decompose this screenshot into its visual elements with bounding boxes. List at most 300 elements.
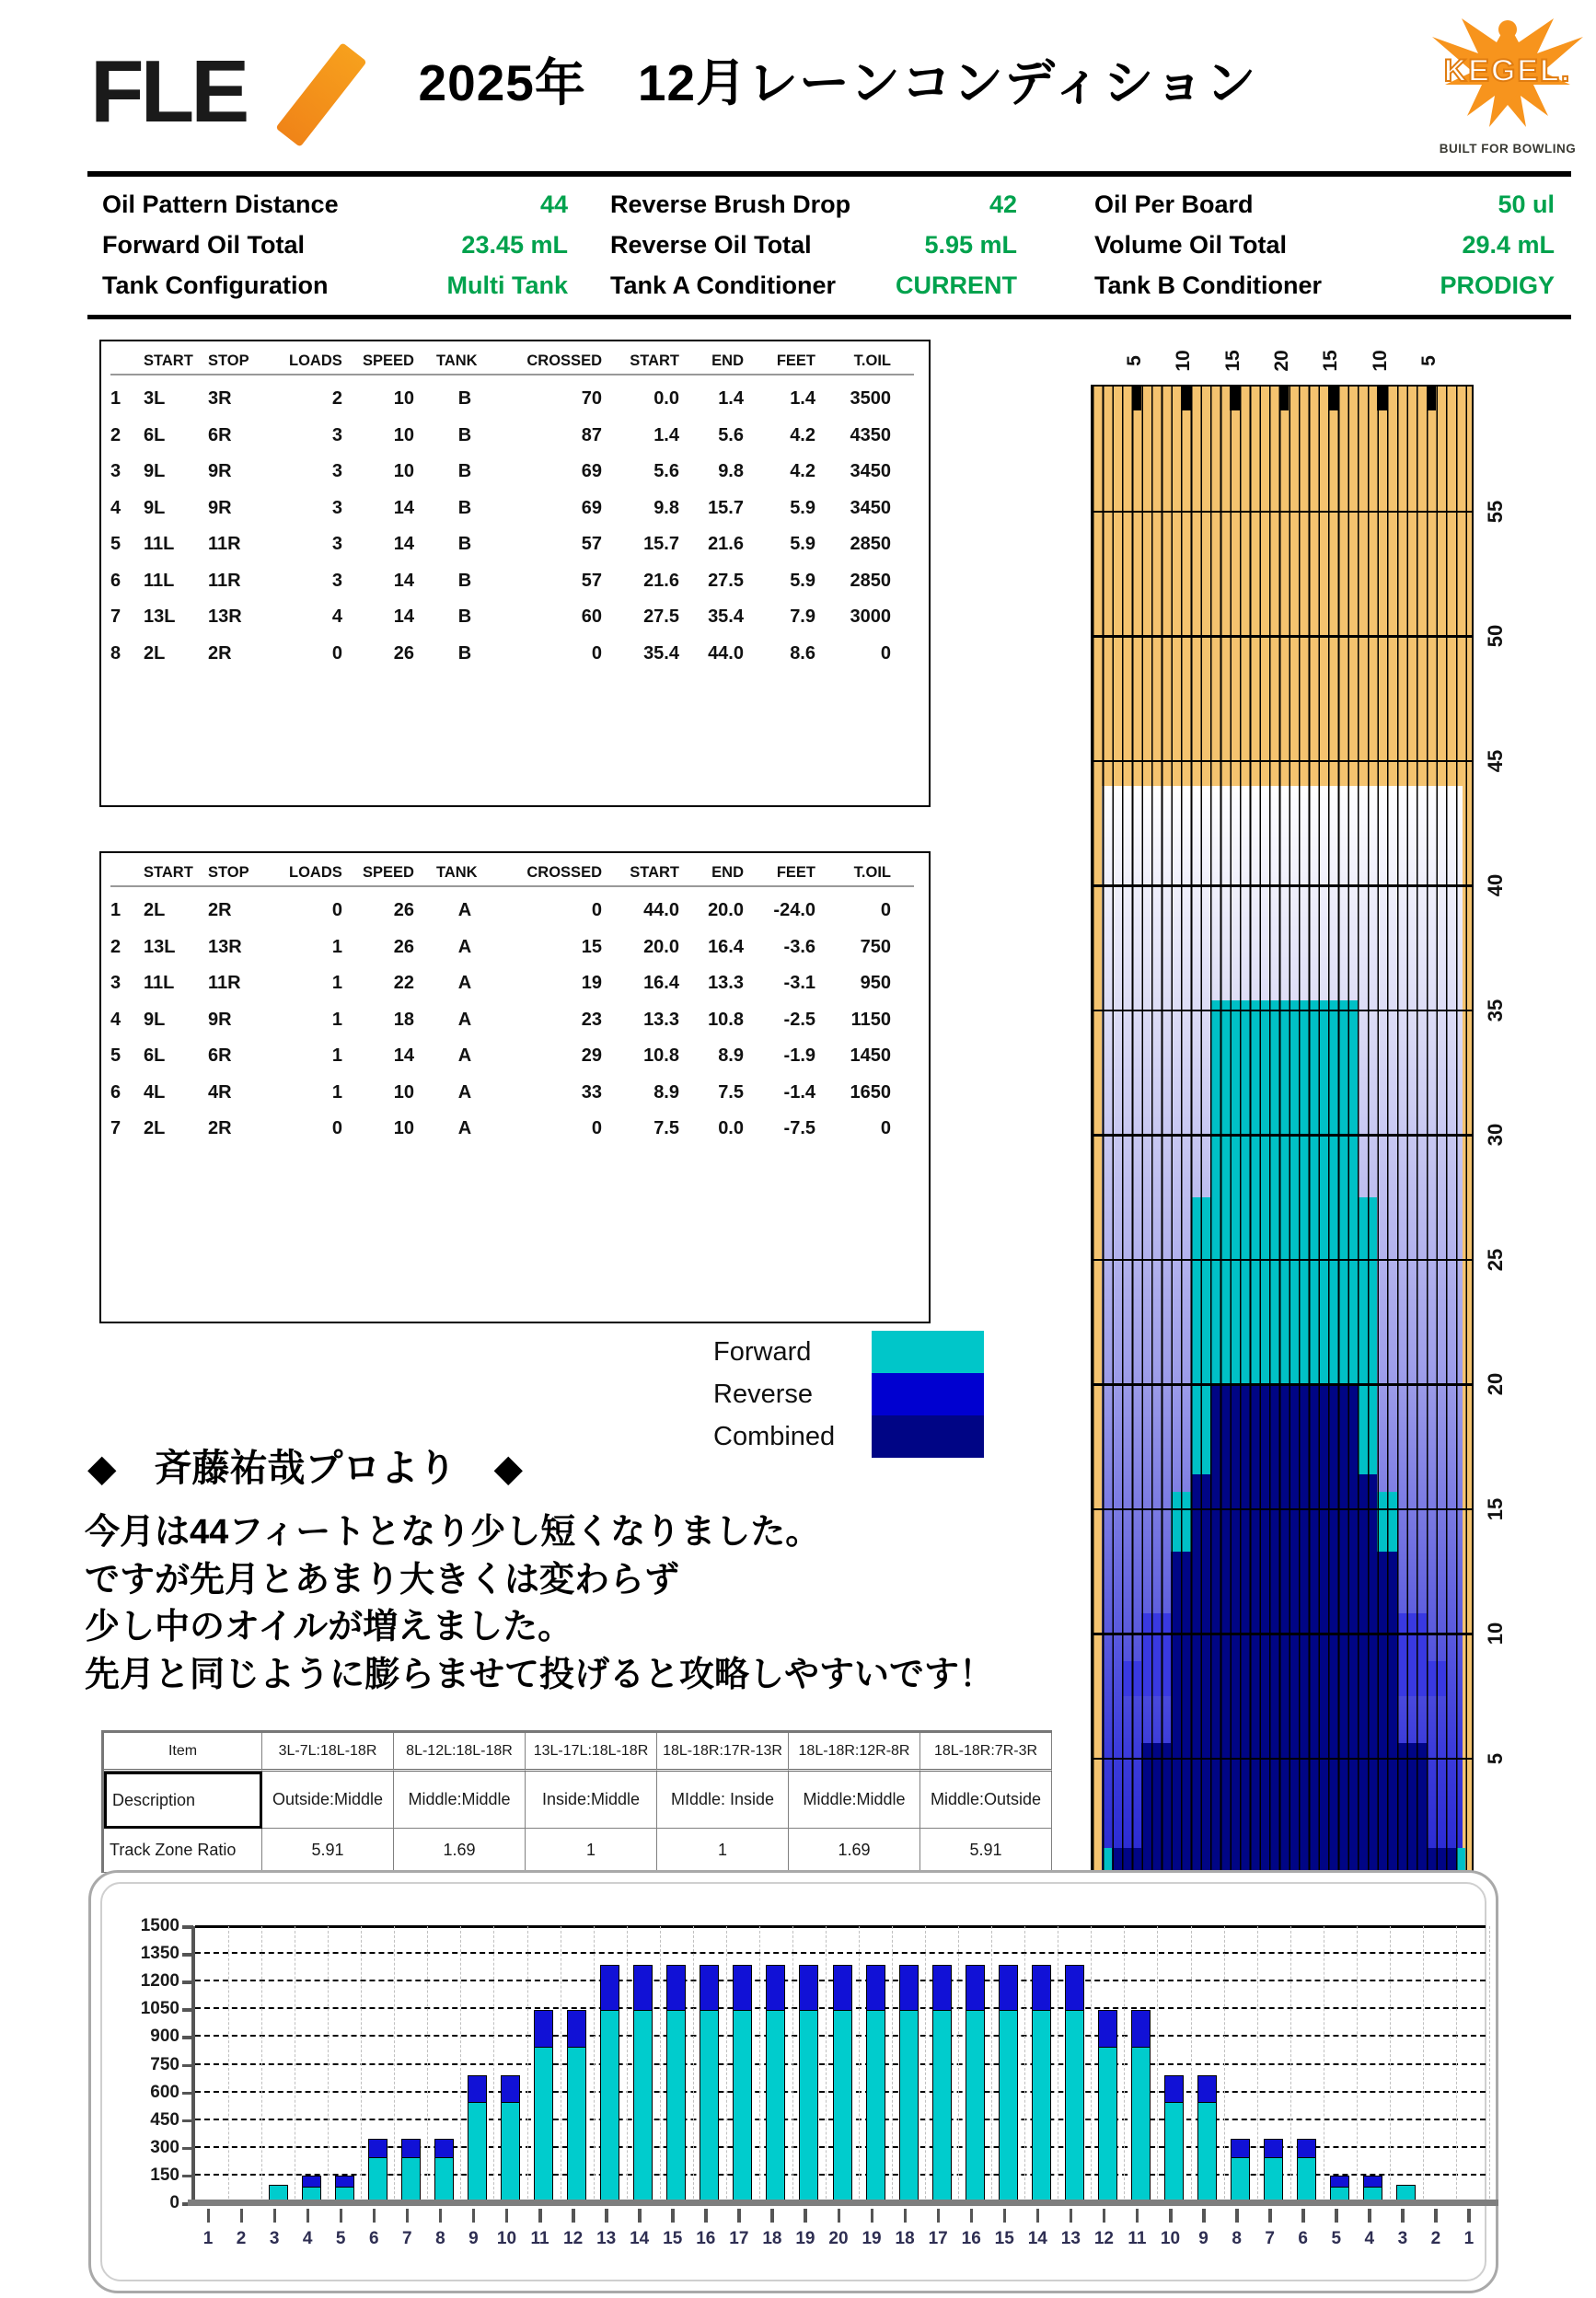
stacked-bar-board-14 — [633, 1963, 653, 2203]
chart-baseline — [188, 2200, 1498, 2206]
table-cell: Outside:Middle — [262, 1772, 394, 1829]
chart-vgridline — [394, 1926, 395, 2203]
chart-xtick — [1202, 2209, 1206, 2223]
table-cell: Track Zone Ratio — [104, 1829, 262, 1873]
lane-distance-axis-label: 40 — [1484, 873, 1507, 897]
lane-board-axis-label: 10 — [1369, 350, 1391, 372]
chart-xtick-label: 17 — [729, 2229, 749, 2248]
chart-xtick-label: 4 — [302, 2229, 313, 2248]
chart-xtick-label: 17 — [928, 2229, 948, 2248]
oil-legend — [713, 1331, 984, 1458]
forward-segment — [1131, 2046, 1151, 2203]
chart-xtick — [1003, 2209, 1007, 2223]
stacked-bar-board-18 — [899, 1963, 919, 2203]
chart-xtick — [770, 2209, 774, 2223]
table-cell: Middle:Middle — [394, 1772, 526, 1829]
legend-swatch — [872, 1415, 984, 1458]
forward-segment — [600, 2009, 619, 2203]
chart-ytick-label: 1050 — [140, 1999, 179, 2019]
table-row: 7 13L 13R 4 14 B 60 27.5 35.4 7.9 3000 — [110, 606, 891, 628]
chart-vgridline — [925, 1926, 926, 2203]
chart-xtick-label: 9 — [1198, 2229, 1209, 2248]
forward-segment — [1297, 2157, 1316, 2203]
chart-xtick-label: 11 — [530, 2229, 549, 2248]
chart-xtick-label: 3 — [269, 2229, 280, 2248]
chart-xtick — [704, 2209, 708, 2223]
chart-xtick — [804, 2209, 807, 2223]
lane-board-axis-label: 20 — [1271, 350, 1292, 372]
info-label: Tank A Conditioner — [610, 271, 836, 299]
chart-xtick-label: 18 — [762, 2229, 782, 2248]
chart-vgridline — [892, 1926, 893, 2203]
lane-distance-axis-label: 5 — [1484, 1752, 1507, 1764]
chart-xtick — [1036, 2209, 1040, 2223]
chart-vgridline — [826, 1926, 827, 2203]
reverse-segment — [733, 1965, 752, 2011]
reverse-segment — [866, 1965, 885, 2011]
chart-vgridline — [726, 1926, 727, 2203]
table-row: 4 9L 9R 1 18 A 23 13.3 10.8 -2.5 1150 — [110, 1009, 891, 1030]
chart-xtick — [472, 2209, 476, 2223]
stacked-bar-board-19 — [866, 1963, 885, 2203]
table-cell: Middle:Outside — [920, 1772, 1052, 1829]
chart-xtick-label: 20 — [828, 2229, 849, 2248]
chart-xtick-label: 6 — [1298, 2229, 1308, 2248]
chart-xtick — [970, 2209, 974, 2223]
table-row: 1 3L 3R 2 10 B 70 0.0 1.4 1.4 3500 — [110, 388, 891, 410]
reverse-segment — [335, 2176, 354, 2188]
stacked-bar-board-15 — [666, 1963, 686, 2203]
legend-swatch — [872, 1373, 984, 1415]
chart-vgridline — [1489, 1926, 1490, 2203]
svg-text:KEGEL.: KEGEL. — [1443, 53, 1572, 88]
chart-xtick — [904, 2209, 908, 2223]
table-cell: 5.91 — [920, 1829, 1052, 1873]
forward-segment — [799, 2009, 818, 2203]
table-row: 7 2L 2R 0 10 A 0 7.5 0.0 -7.5 0 — [110, 1118, 891, 1139]
table-row — [104, 1733, 1052, 1772]
stacked-bar-board-6 — [368, 2138, 387, 2203]
chart-xtick — [737, 2209, 741, 2223]
stacked-bar-board-11 — [1131, 2008, 1151, 2203]
chart-xtick-label: 11 — [1128, 2229, 1147, 2248]
chart-vgridline — [1124, 1926, 1125, 2203]
reverse-segment — [966, 1965, 985, 2011]
chart-ytick-label: 1350 — [140, 1944, 179, 1964]
track-zone-ratio-table — [101, 1730, 1052, 1873]
lane-board-axis-label: 5 — [1418, 355, 1440, 366]
chart-vgridline — [627, 1926, 628, 2203]
info-value: 44 — [539, 191, 568, 218]
legend-swatch — [872, 1331, 984, 1373]
reverse-segment — [899, 1965, 919, 2011]
reverse-segment — [932, 1965, 952, 2011]
chart-vgridline — [660, 1926, 661, 2203]
forward-segment — [666, 2009, 686, 2203]
pattern-info-strip — [87, 171, 1571, 319]
stacked-bar-board-7 — [1264, 2138, 1283, 2203]
chart-xtick — [1235, 2209, 1239, 2223]
reverse-segment — [534, 2010, 553, 2048]
table-cell: 13L-17L:18L-18R — [526, 1733, 657, 1772]
reverse-segment — [700, 1965, 719, 2011]
forward-segment — [1098, 2046, 1117, 2203]
reverse-segment — [1131, 2010, 1151, 2048]
distance-gridline — [1093, 1010, 1472, 1012]
chart-xtick-label: 2 — [236, 2229, 247, 2248]
stacked-bar-board-18 — [766, 1963, 785, 2203]
stacked-bar-board-13 — [1065, 1963, 1084, 2203]
forward-segment — [567, 2046, 586, 2203]
chart-xtick — [605, 2209, 608, 2223]
chart-xtick — [1268, 2209, 1272, 2223]
chart-xtick-label: 1 — [202, 2229, 214, 2248]
stacked-bar-board-13 — [600, 1963, 619, 2203]
reverse-segment — [1032, 1965, 1051, 2011]
reverse-segment — [766, 1965, 785, 2011]
stacked-bar-board-7 — [401, 2138, 421, 2203]
table-row: 4 9L 9R 3 14 B 69 9.8 15.7 5.9 3450 — [110, 497, 891, 518]
lane-board-axis-label: 5 — [1124, 355, 1145, 366]
legend-label: Combined — [713, 1421, 836, 1451]
reverse-segment — [833, 1965, 852, 2011]
chart-xtick — [240, 2209, 244, 2223]
stacked-bar-board-19 — [799, 1963, 818, 2203]
pro-comment-heading: ◆ 斉藤祐哉プロより ◆ — [87, 1447, 524, 1489]
chart-vgridline — [1024, 1926, 1025, 2203]
stacked-bar-board-10 — [1164, 2074, 1184, 2203]
info-value: Multi Tank — [446, 271, 568, 299]
table-row — [104, 1829, 1052, 1873]
distance-gridline — [1093, 635, 1472, 638]
lane-board-axis-label: 10 — [1173, 350, 1195, 372]
chart-xtick-label: 8 — [1232, 2229, 1242, 2248]
chart-xtick-label: 2 — [1430, 2229, 1441, 2248]
board-marker-notch — [1377, 387, 1387, 410]
info-value: CURRENT — [896, 271, 1017, 299]
chart-vgridline — [693, 1926, 694, 2203]
chart-xtick — [671, 2209, 675, 2223]
reverse-segment — [401, 2139, 421, 2158]
board-marker-notch — [1132, 387, 1142, 410]
forward-segment — [866, 2009, 885, 2203]
forward-program-table — [99, 340, 931, 807]
chart-vgridline — [460, 1926, 461, 2203]
pro-comment-line: ですが先月とあまり大きくは変わらず — [85, 1560, 680, 1599]
distance-gridline — [1093, 1259, 1472, 1262]
chart-ytick — [182, 2092, 193, 2096]
stacked-bar-board-10 — [501, 2074, 520, 2203]
chart-ytick-label: 150 — [150, 2165, 179, 2185]
chart-xtick-label: 9 — [468, 2229, 479, 2248]
reverse-segment — [600, 1965, 619, 2011]
chart-ytick — [182, 1925, 193, 1929]
chart-xtick — [207, 2209, 211, 2223]
chart-vgridline — [1357, 1926, 1358, 2203]
chart-hgridline — [195, 1952, 1486, 1954]
chart-xtick — [340, 2209, 343, 2223]
chart-vgridline — [228, 1926, 229, 2203]
lane-board-axis-label: 15 — [1221, 350, 1243, 372]
stacked-bar-board-11 — [534, 2008, 553, 2203]
reverse-segment — [1164, 2075, 1184, 2103]
reverse-segment — [302, 2176, 321, 2188]
forward-segment — [833, 2009, 852, 2203]
chart-xtick — [1401, 2209, 1405, 2223]
board-marker-notch — [1427, 387, 1437, 410]
chart-vgridline — [361, 1926, 362, 2203]
chart-ytick-label: 450 — [150, 2109, 179, 2130]
lane-board-axis-label: 15 — [1320, 350, 1342, 372]
forward-segment — [1164, 2102, 1184, 2203]
distance-gridline — [1093, 760, 1472, 763]
chart-xtick-label: 5 — [335, 2229, 346, 2248]
distance-gridline — [1093, 1633, 1472, 1635]
lane-pattern-graphic — [1091, 341, 1514, 1896]
table-row: 1 2L 2R 0 26 A 0 44.0 20.0 -24.0 0 — [110, 900, 891, 921]
board-lines-overlay — [1093, 387, 1472, 1879]
info-label: Volume Oil Total — [1094, 231, 1288, 259]
reverse-program-table — [99, 851, 931, 1323]
stacked-bar-board-15 — [999, 1963, 1018, 2203]
chart-xtick — [838, 2209, 841, 2223]
chart-xtick-label: 5 — [1331, 2229, 1342, 2248]
page-title: 2025年 12月レーンコンディション — [418, 54, 1257, 111]
table-row — [104, 1772, 1052, 1829]
chart-ytick-label: 1200 — [140, 1971, 179, 1992]
board-marker-notch — [1230, 387, 1240, 410]
board-marker-notch — [1279, 387, 1290, 410]
reverse-segment — [1065, 1965, 1084, 2011]
forward-segment — [932, 2009, 952, 2203]
forward-segment — [1032, 2009, 1051, 2203]
table-row: 5 11L 11R 3 14 B 57 15.7 21.6 5.9 2850 — [110, 534, 891, 555]
table-row: 2 13L 13R 1 26 A 15 20.0 16.4 -3.6 750 — [110, 936, 891, 957]
lane-distance-axis-label: 25 — [1484, 1248, 1507, 1271]
chart-xtick — [1070, 2209, 1073, 2223]
table-cell: Description — [104, 1772, 262, 1829]
chart-ytick-label: 0 — [169, 2193, 179, 2212]
reverse-segment — [1197, 2075, 1217, 2103]
legend-item — [713, 1331, 984, 1373]
board-marker-notch — [1181, 387, 1191, 410]
chart-vgridline — [328, 1926, 329, 2203]
table-cell: Inside:Middle — [526, 1772, 657, 1829]
kegel-tagline: BUILT FOR BOWLING — [1439, 142, 1577, 156]
forward-segment — [733, 2009, 752, 2203]
info-label: Tank B Conditioner — [1094, 271, 1322, 299]
stacked-bar-board-8 — [1231, 2138, 1250, 2203]
info-value: 23.45 mL — [461, 231, 568, 259]
forward-segment — [766, 2009, 785, 2203]
chart-ytick — [182, 2119, 193, 2123]
chart-xtick — [406, 2209, 410, 2223]
forward-segment — [999, 2009, 1018, 2203]
chart-xtick — [1103, 2209, 1106, 2223]
chart-xtick-label: 10 — [496, 2229, 517, 2248]
chart-xtick — [273, 2209, 277, 2223]
reverse-segment — [1330, 2176, 1349, 2188]
chart-vgridline — [1257, 1926, 1258, 2203]
lane-surface — [1091, 385, 1474, 1881]
chart-xtick-label: 16 — [961, 2229, 981, 2248]
info-value: 29.4 mL — [1462, 231, 1555, 259]
forward-segment — [468, 2102, 487, 2203]
lane-distance-axis-label: 10 — [1484, 1622, 1507, 1646]
program-table-header: START STOP LOADS SPEED TANK CROSSED START END FEET T.OIL — [110, 864, 914, 887]
distance-gridline — [1093, 1508, 1472, 1511]
pro-comment-line: 少し中のオイルが増えました。 — [85, 1608, 573, 1646]
legend-label: Reverse — [713, 1379, 813, 1409]
chart-xtick — [937, 2209, 941, 2223]
legend-item — [713, 1415, 984, 1458]
chart-xtick-label: 12 — [1093, 2229, 1114, 2248]
chart-ytick — [182, 2175, 193, 2178]
chart-xtick — [538, 2209, 542, 2223]
table-cell: 1.69 — [394, 1829, 526, 1873]
table-row: 3 9L 9R 3 10 B 69 5.6 9.8 4.2 3450 — [110, 461, 891, 482]
chart-vgridline — [261, 1926, 262, 2203]
chart-xtick-label: 19 — [862, 2229, 882, 2248]
chart-ytick-label: 1500 — [140, 1916, 179, 1935]
lane-distance-axis-label: 45 — [1484, 749, 1507, 772]
chart-ytick — [182, 1980, 193, 1984]
stacked-bar-board-17 — [932, 1963, 952, 2203]
info-label: Tank Configuration — [102, 271, 329, 299]
lane-distance-axis-label: 20 — [1484, 1372, 1507, 1396]
distance-gridline — [1093, 1134, 1472, 1137]
chart-xtick — [1301, 2209, 1305, 2223]
forward-segment — [534, 2046, 553, 2203]
program-table-header: START STOP LOADS SPEED TANK CROSSED START END FEET T.OIL — [110, 352, 914, 375]
chart-xtick-label: 12 — [563, 2229, 584, 2248]
pro-comment-line: 今月は44フィートとなり少し短くなりました。 — [85, 1513, 821, 1552]
kegel-phoenix-icon — [1425, 6, 1590, 144]
chart-xtick-label: 13 — [596, 2229, 617, 2248]
oil-units-chart — [88, 1870, 1498, 2293]
distance-gridline — [1093, 1758, 1472, 1761]
reverse-segment — [1264, 2139, 1283, 2158]
chart-xtick — [373, 2209, 376, 2223]
info-value: PRODIGY — [1440, 271, 1555, 299]
reverse-segment — [1363, 2176, 1382, 2188]
table-cell: 8L-12L:18L-18R — [394, 1733, 526, 1772]
table-cell: 3L-7L:18L-18R — [262, 1733, 394, 1772]
table-cell: 1.69 — [789, 1829, 920, 1873]
chart-xtick — [1335, 2209, 1338, 2223]
forward-segment — [899, 2009, 919, 2203]
chart-plot-area — [191, 1926, 1486, 2203]
chart-top-gridline — [195, 1925, 1486, 1928]
distance-gridline — [1093, 884, 1472, 887]
board-marker-notch — [1328, 387, 1338, 410]
chart-vgridline — [594, 1926, 595, 2203]
stacked-bar-board-8 — [434, 2138, 454, 2203]
chart-xtick-label: 16 — [696, 2229, 716, 2248]
chart-vgridline — [1191, 1926, 1192, 2203]
chart-ytick-label: 900 — [150, 2027, 179, 2047]
chart-ytick — [182, 2064, 193, 2068]
chart-xtick-label: 7 — [1265, 2229, 1275, 2248]
stacked-bar-board-9 — [1197, 2074, 1217, 2203]
flex-logo-text: FLE — [90, 42, 247, 141]
forward-segment — [401, 2157, 421, 2203]
forward-segment — [700, 2009, 719, 2203]
table-cell: 18L-18R:7R-3R — [920, 1733, 1052, 1772]
distance-gridline — [1093, 1383, 1472, 1386]
lane-distance-axis-label: 30 — [1484, 1123, 1507, 1147]
chart-xtick-label: 15 — [994, 2229, 1014, 2248]
chart-xtick-label: 7 — [402, 2229, 412, 2248]
table-cell: 5.91 — [262, 1829, 394, 1873]
chart-vgridline — [1390, 1926, 1391, 2203]
forward-segment — [434, 2157, 454, 2203]
chart-vgridline — [1091, 1926, 1092, 2203]
reverse-segment — [368, 2139, 387, 2158]
lane-distance-axis-label: 50 — [1484, 624, 1507, 648]
legend-label: Forward — [713, 1336, 812, 1367]
chart-xtick-label: 13 — [1060, 2229, 1081, 2248]
chart-xtick — [871, 2209, 874, 2223]
chart-ytick — [182, 2147, 193, 2151]
table-cell: 18L-18R:17R-13R — [657, 1733, 789, 1772]
reverse-segment — [567, 2010, 586, 2048]
chart-xtick — [1368, 2209, 1371, 2223]
reverse-segment — [434, 2139, 454, 2158]
chart-ytick-label: 600 — [150, 2082, 179, 2102]
lane-distance-axis-label: 15 — [1484, 1497, 1507, 1520]
chart-ytick-label: 300 — [150, 2137, 179, 2157]
chart-xtick — [1434, 2209, 1438, 2223]
reverse-segment — [501, 2075, 520, 2103]
chart-xtick-label: 14 — [630, 2229, 650, 2248]
stacked-bar-board-14 — [1032, 1963, 1051, 2203]
chart-xtick-label: 14 — [1027, 2229, 1047, 2248]
flex-logo — [90, 42, 366, 142]
info-label: Oil Per Board — [1094, 191, 1254, 218]
forward-segment — [966, 2009, 985, 2203]
chart-vgridline — [1224, 1926, 1225, 2203]
chart-xtick — [1169, 2209, 1173, 2223]
table-row: 3 11L 11R 1 22 A 19 16.4 13.3 -3.1 950 — [110, 973, 891, 994]
stacked-bar-board-16 — [700, 1963, 719, 2203]
pro-comment-body — [85, 1509, 1116, 1699]
chart-vgridline — [792, 1926, 793, 2203]
forward-segment — [501, 2102, 520, 2203]
chart-xtick — [439, 2209, 443, 2223]
reverse-segment — [468, 2075, 487, 2103]
chart-vgridline — [958, 1926, 959, 2203]
forward-segment — [1065, 2009, 1084, 2203]
reverse-segment — [999, 1965, 1018, 2011]
table-cell: MIddle: Inside — [657, 1772, 789, 1829]
stacked-bar-board-16 — [966, 1963, 985, 2203]
chart-xtick — [572, 2209, 575, 2223]
legend-item — [713, 1373, 984, 1415]
table-row: 6 11L 11R 3 14 B 57 21.6 27.5 5.9 2850 — [110, 570, 891, 591]
info-label: Reverse Brush Drop — [610, 191, 851, 218]
chart-xtick — [1467, 2209, 1471, 2223]
info-label: Oil Pattern Distance — [102, 191, 339, 218]
lane-distance-axis-label: 55 — [1484, 500, 1507, 523]
kegel-logo — [1419, 6, 1596, 167]
forward-segment — [1264, 2157, 1283, 2203]
reverse-segment — [799, 1965, 818, 2011]
chart-xtick-label: 18 — [895, 2229, 915, 2248]
reverse-segment — [666, 1965, 686, 2011]
stacked-bar-board-9 — [468, 2074, 487, 2203]
table-cell: 1 — [657, 1829, 789, 1873]
